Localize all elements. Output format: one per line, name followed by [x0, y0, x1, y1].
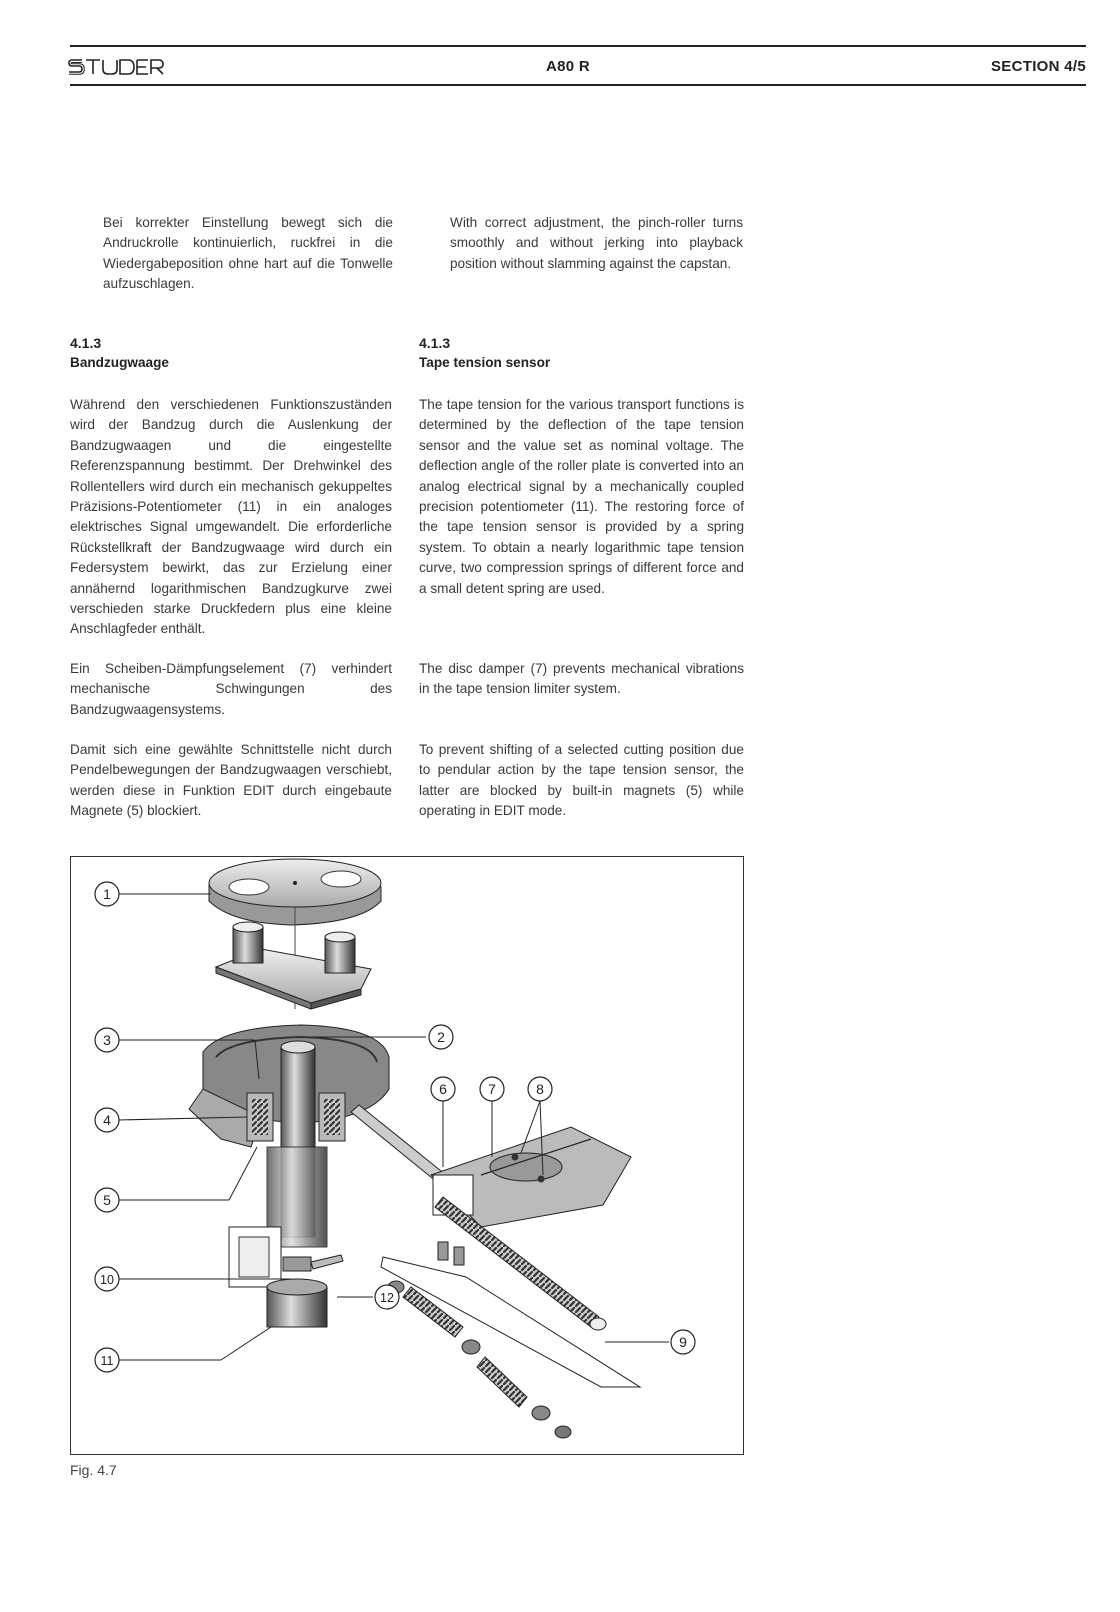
- callout-11-label: 11: [100, 1354, 114, 1368]
- header-bottom-rule: [70, 84, 1086, 86]
- studer-logo-icon: [68, 56, 164, 78]
- section-de-title: Bandzugwaage: [70, 355, 169, 370]
- compression-springs: [381, 1242, 640, 1438]
- callout-6-label: 6: [439, 1081, 447, 1097]
- callout-7-label: 7: [488, 1081, 496, 1097]
- header-top-rule: [70, 45, 1086, 47]
- section-de-paragraph-3: Damit sich eine gewählte Schnittstelle nicht durch Pendelbewegungen der Bandzugwaagen verschiebt, werden diese in Funktion EDIT durch eingebaute Magnete (5) blockiert.: [70, 742, 392, 819]
- figure-frame: [70, 856, 744, 1455]
- brand-logo: [68, 56, 164, 83]
- callout-markers: [95, 882, 695, 1372]
- callout-4-label: 4: [103, 1112, 111, 1128]
- tape-tension-sensor-illustration: [71, 857, 743, 1454]
- callout-12-label: 12: [380, 1291, 394, 1305]
- figure-caption: Fig. 4.7: [70, 1462, 117, 1478]
- section-en-paragraph-3: To prevent shifting of a selected cutting position due to pendular action by the tape tension sensor, the latter are blocked by built-in magnets (5) while operating in EDIT mode.: [419, 742, 744, 819]
- callout-8-label: 8: [536, 1081, 544, 1097]
- section-en-paragraph-2: The disc damper (7) prevents mechanical vibrations in the tape tension limiter system.: [419, 661, 744, 697]
- intro-en: With correct adjustment, the pinch-roller turns smoothly and without jerking into playback position without slamming against the capstan.: [450, 215, 743, 271]
- callout-9-label: 9: [679, 1334, 687, 1350]
- model-title: A80 R: [546, 58, 591, 75]
- section-en-title: Tape tension sensor: [419, 355, 551, 370]
- section-de-paragraph-1: Während den verschiedenen Funktionszuständen wird der Bandzug durch die Auslenkung der Bandzugwaagen und die eingestellte Referenzspannung bestimmt. Der Drehwinkel des Rollentellers wird durch ein mechanisch gekuppeltes Präzisions-Potentiometer (11) in ein analoges elektrisches Signal umgewandelt. Die erforderliche Rückstellkraft der Bandzugwaage wird durch ein Federsystem bewirkt, das zur Erzielung einer annähernd logarithmischen Bandzugkurve zwei verschieden starke Druckfedern plus eine kleine Anschlagfeder enthält.: [70, 397, 392, 637]
- section-en-number: 4.1.3: [419, 335, 451, 351]
- callout-3-label: 3: [103, 1032, 111, 1048]
- callout-10-label: 10: [100, 1273, 114, 1287]
- section-en-paragraph-1: The tape tension for the various transport functions is determined by the deflection of the tape tension sensor and the value set as nominal voltage. The deflection angle of the roller plate is converted into an analog electrical signal by a mechanically coupled precision potentiometer (11). The restoring force of the tape tension sensor is provided by a spring system. To obtain a nearly logarithmic tape tension curve, two compression springs of different force and a small detent spring are used.: [419, 397, 744, 596]
- section-de-paragraph-2: Ein Scheiben-Dämpfungselement (7) verhindert mechanische Schwingungen des Bandzugwaagensystems.: [70, 661, 392, 717]
- section-de-number: 4.1.3: [70, 335, 102, 351]
- callout-1-label: 1: [103, 886, 111, 902]
- section-number: SECTION 4/5: [991, 58, 1086, 75]
- callout-2-label: 2: [437, 1029, 445, 1045]
- magnet-bracket: [216, 922, 371, 1009]
- intro-de: Bei korrekter Einstellung bewegt sich die Andruckrolle kontinuierlich, ruckfrei in die Wiedergabeposition ohne hart auf die Tonwelle aufzuschlagen.: [103, 215, 393, 292]
- brand-text: [68, 56, 69, 57]
- callout-5-label: 5: [103, 1192, 111, 1208]
